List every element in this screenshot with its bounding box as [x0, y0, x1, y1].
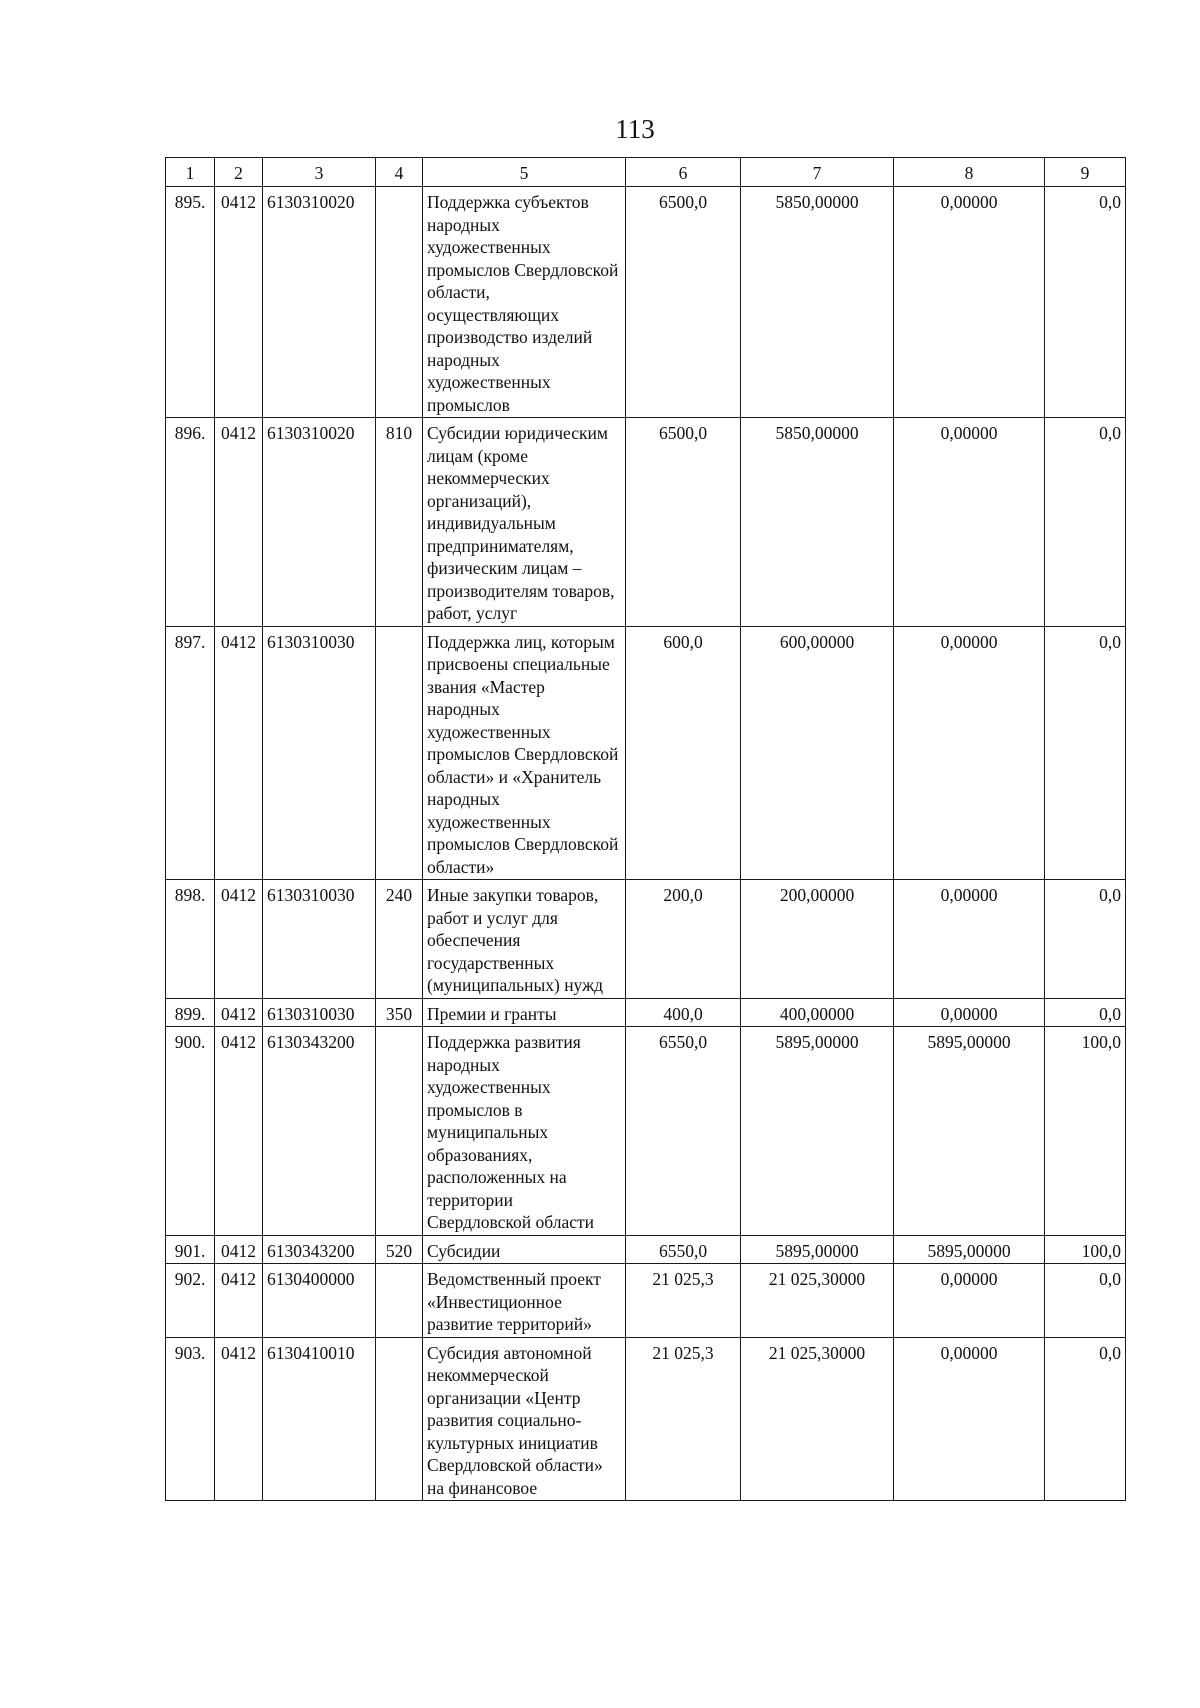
section-code: 0412 [215, 1027, 263, 1236]
section-code: 0412 [215, 1235, 263, 1264]
target-code: 6130310020 [263, 418, 376, 627]
expense-type-code: 810 [376, 418, 423, 627]
execution-percent: 0,0 [1045, 1264, 1126, 1338]
row-number: 897. [166, 626, 215, 880]
planned-amount: 6500,0 [626, 187, 741, 418]
target-code: 6130310020 [263, 187, 376, 418]
target-code: 6130400000 [263, 1264, 376, 1338]
planned-amount: 400,0 [626, 998, 741, 1027]
expense-type-code [376, 1337, 423, 1501]
execution-percent: 0,0 [1045, 1337, 1126, 1501]
planned-amount: 6500,0 [626, 418, 741, 627]
col-header-4: 4 [376, 158, 423, 187]
execution-percent: 0,0 [1045, 418, 1126, 627]
limit-amount: 200,00000 [741, 880, 894, 999]
row-number: 900. [166, 1027, 215, 1236]
col-header-9: 9 [1045, 158, 1126, 187]
col-header-6: 6 [626, 158, 741, 187]
section-code: 0412 [215, 1264, 263, 1338]
col-header-2: 2 [215, 158, 263, 187]
item-name: Поддержка лиц, которым присвоены специальные звания «Мастер народных художественных промыслов Свердловской области» и «Хранитель народных художественных промыслов Свердловской области» [423, 626, 626, 880]
limit-amount: 600,00000 [741, 626, 894, 880]
execution-percent: 0,0 [1045, 880, 1126, 999]
planned-amount: 600,0 [626, 626, 741, 880]
limit-amount: 400,00000 [741, 998, 894, 1027]
limit-amount: 21 025,30000 [741, 1264, 894, 1338]
row-number: 901. [166, 1235, 215, 1264]
limit-amount: 21 025,30000 [741, 1337, 894, 1501]
expense-type-code: 240 [376, 880, 423, 999]
expense-type-code [376, 626, 423, 880]
item-name: Ведомственный проект «Инвестиционное развитие территорий» [423, 1264, 626, 1338]
item-name: Субсидии юридическим лицам (кроме некоммерческих организаций), индивидуальным предпринимателям, физическим лицам – производителям товаров, работ, услуг [423, 418, 626, 627]
item-name: Поддержка развития народных художественных промыслов в муниципальных образованиях, расположенных на территории Свердловской области [423, 1027, 626, 1236]
executed-amount: 0,00000 [894, 187, 1045, 418]
limit-amount: 5895,00000 [741, 1027, 894, 1236]
executed-amount: 0,00000 [894, 880, 1045, 999]
row-number: 896. [166, 418, 215, 627]
section-code: 0412 [215, 187, 263, 418]
col-header-8: 8 [894, 158, 1045, 187]
table-row [166, 1027, 1126, 1236]
planned-amount: 6550,0 [626, 1235, 741, 1264]
target-code: 6130310030 [263, 998, 376, 1027]
executed-amount: 0,00000 [894, 418, 1045, 627]
executed-amount: 0,00000 [894, 998, 1045, 1027]
executed-amount: 0,00000 [894, 1264, 1045, 1338]
execution-percent: 0,0 [1045, 998, 1126, 1027]
budget-table [165, 157, 1126, 1501]
col-header-3: 3 [263, 158, 376, 187]
row-number: 895. [166, 187, 215, 418]
section-code: 0412 [215, 880, 263, 999]
section-code: 0412 [215, 418, 263, 627]
row-number: 903. [166, 1337, 215, 1501]
header-row [166, 158, 1126, 187]
target-code: 6130343200 [263, 1027, 376, 1236]
section-code: 0412 [215, 626, 263, 880]
section-code: 0412 [215, 998, 263, 1027]
target-code: 6130343200 [263, 1235, 376, 1264]
table-row [166, 418, 1126, 627]
table-row [166, 1337, 1126, 1501]
table-row [166, 880, 1126, 999]
col-header-5: 5 [423, 158, 626, 187]
col-header-1: 1 [166, 158, 215, 187]
planned-amount: 6550,0 [626, 1027, 741, 1236]
expense-type-code: 520 [376, 1235, 423, 1264]
execution-percent: 0,0 [1045, 626, 1126, 880]
row-number: 899. [166, 998, 215, 1027]
executed-amount: 5895,00000 [894, 1027, 1045, 1236]
table-row [166, 998, 1126, 1027]
expense-type-code [376, 187, 423, 418]
planned-amount: 21 025,3 [626, 1264, 741, 1338]
expense-type-code: 350 [376, 998, 423, 1027]
table-row [166, 187, 1126, 418]
col-header-7: 7 [741, 158, 894, 187]
table-row [166, 1235, 1126, 1264]
execution-percent: 100,0 [1045, 1235, 1126, 1264]
planned-amount: 200,0 [626, 880, 741, 999]
item-name: Премии и гранты [423, 998, 626, 1027]
item-name: Иные закупки товаров, работ и услуг для обеспечения государственных (муниципальных) нужд [423, 880, 626, 999]
expense-type-code [376, 1264, 423, 1338]
item-name: Субсидии [423, 1235, 626, 1264]
executed-amount: 0,00000 [894, 626, 1045, 880]
item-name: Поддержка субъектов народных художественных промыслов Свердловской области, осуществляющих производство изделий народных художественных промыслов [423, 187, 626, 418]
section-code: 0412 [215, 1337, 263, 1501]
limit-amount: 5895,00000 [741, 1235, 894, 1264]
executed-amount: 0,00000 [894, 1337, 1045, 1501]
target-code: 6130310030 [263, 880, 376, 999]
row-number: 902. [166, 1264, 215, 1338]
execution-percent: 0,0 [1045, 187, 1126, 418]
executed-amount: 5895,00000 [894, 1235, 1045, 1264]
table-row [166, 626, 1126, 880]
target-code: 6130410010 [263, 1337, 376, 1501]
limit-amount: 5850,00000 [741, 418, 894, 627]
item-name: Субсидия автономной некоммерческой организации «Центр развития социально-культурных инициатив Свердловской области» на финансовое [423, 1337, 626, 1501]
target-code: 6130310030 [263, 626, 376, 880]
execution-percent: 100,0 [1045, 1027, 1126, 1236]
planned-amount: 21 025,3 [626, 1337, 741, 1501]
expense-type-code [376, 1027, 423, 1236]
table-row [166, 1264, 1126, 1338]
row-number: 898. [166, 880, 215, 999]
page-number: 113 [615, 114, 655, 144]
limit-amount: 5850,00000 [741, 187, 894, 418]
